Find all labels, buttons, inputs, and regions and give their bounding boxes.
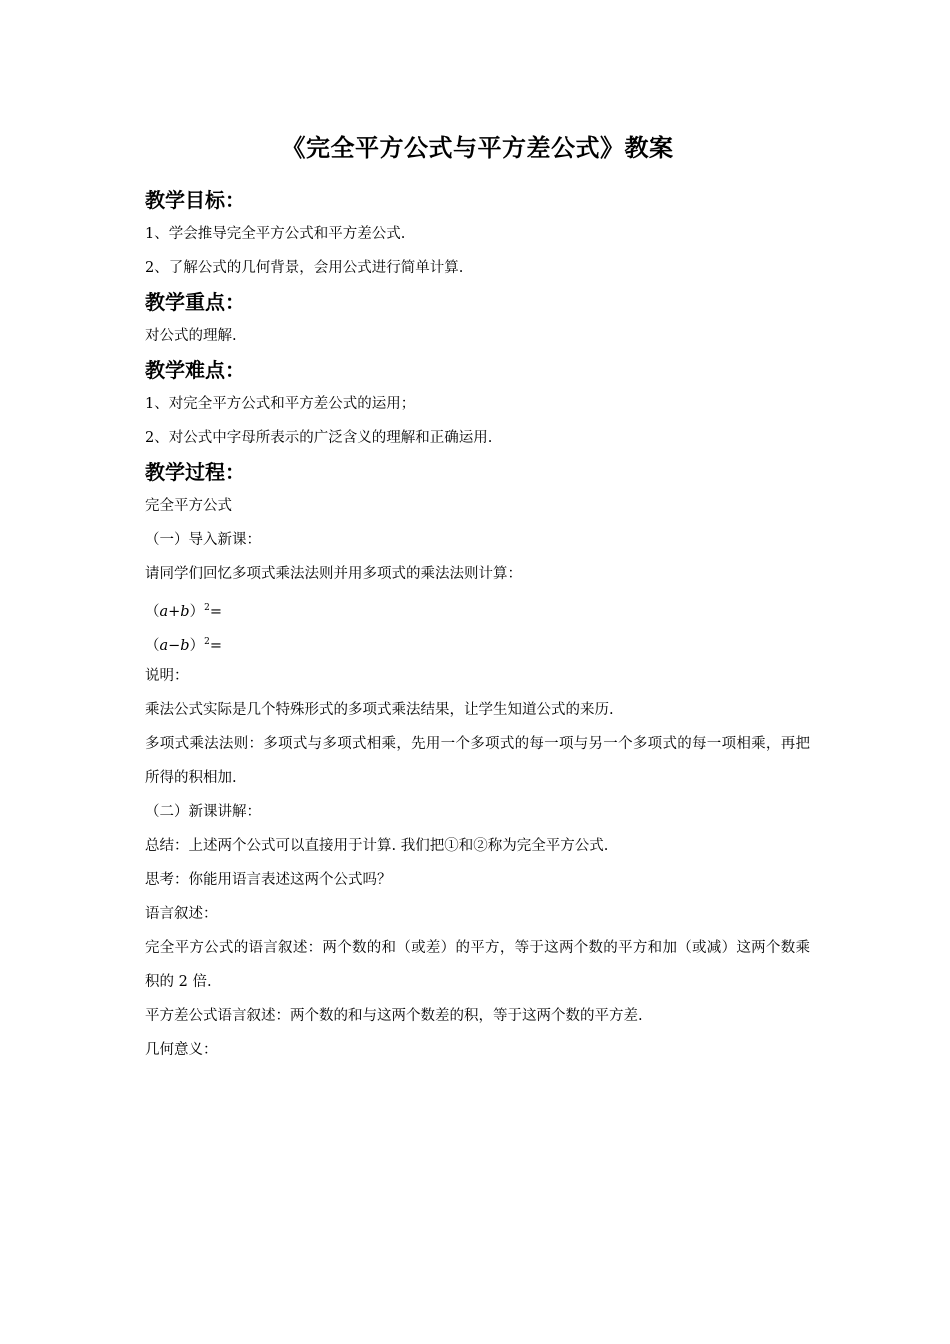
section-lecture-heading: （二）新课讲解：: [145, 804, 261, 820]
objectives-heading: 教学目标：: [145, 188, 245, 212]
difference-of-squares-statement: 平方差公式语言叙述：两个数的和与这两个数差的积，等于这两个数的平方差.: [145, 1008, 643, 1024]
explain-text: 乘法公式实际是几个特殊形式的多项式乘法结果，让学生知道公式的来历.: [145, 702, 614, 718]
multiplication-rule-text: 多项式乘法法则：多项式与多项式相乘，先用一个多项式的每一项与另一个多项式的每一项相乘，再把所得的积相加.: [145, 736, 810, 786]
key-point-item: 对公式的理解.: [145, 328, 237, 344]
key-points-heading: 教学重点：: [145, 290, 245, 314]
language-label: 语言叙述：: [145, 906, 218, 922]
difficulty-item: 1、对完全平方公式和平方差公式的运用；: [145, 396, 416, 412]
document-title: 《完全平方公式与平方差公式》教案: [281, 134, 674, 162]
summary-text: 总结：上述两个公式可以直接用于计算. 我们把①和②称为完全平方公式.: [145, 838, 609, 854]
section-intro-heading: （一）导入新课：: [145, 532, 261, 548]
geometry-label: 几何意义：: [145, 1042, 218, 1058]
explain-label: 说明：: [145, 668, 189, 684]
formula-sum-square: $(a+b)^2=$: [145, 603, 222, 620]
formula-difference-square: $(a-b)^2=$: [145, 637, 222, 654]
objective-item: 2、了解公式的几何背景，会用公式进行简单计算.: [145, 260, 464, 276]
document-content: [145, 128, 810, 1067]
think-question: 思考：你能用语言表述这两个公式吗？: [145, 872, 392, 888]
process-subtitle: 完全平方公式: [145, 498, 232, 514]
recall-instruction: 请同学们回忆多项式乘法法则并用多项式的乘法法则计算：: [145, 566, 522, 582]
difficulty-item: 2、对公式中字母所表示的广泛含义的理解和正确运用.: [145, 430, 493, 446]
objective-item: 1、学会推导完全平方公式和平方差公式.: [145, 226, 406, 242]
perfect-square-statement: 完全平方公式的语言叙述：两个数的和（或差）的平方，等于这两个数的平方和加（或减）这两个数乘积的 2 倍.: [145, 940, 810, 990]
process-heading: 教学过程：: [145, 460, 245, 484]
difficulties-heading: 教学难点：: [145, 358, 245, 382]
